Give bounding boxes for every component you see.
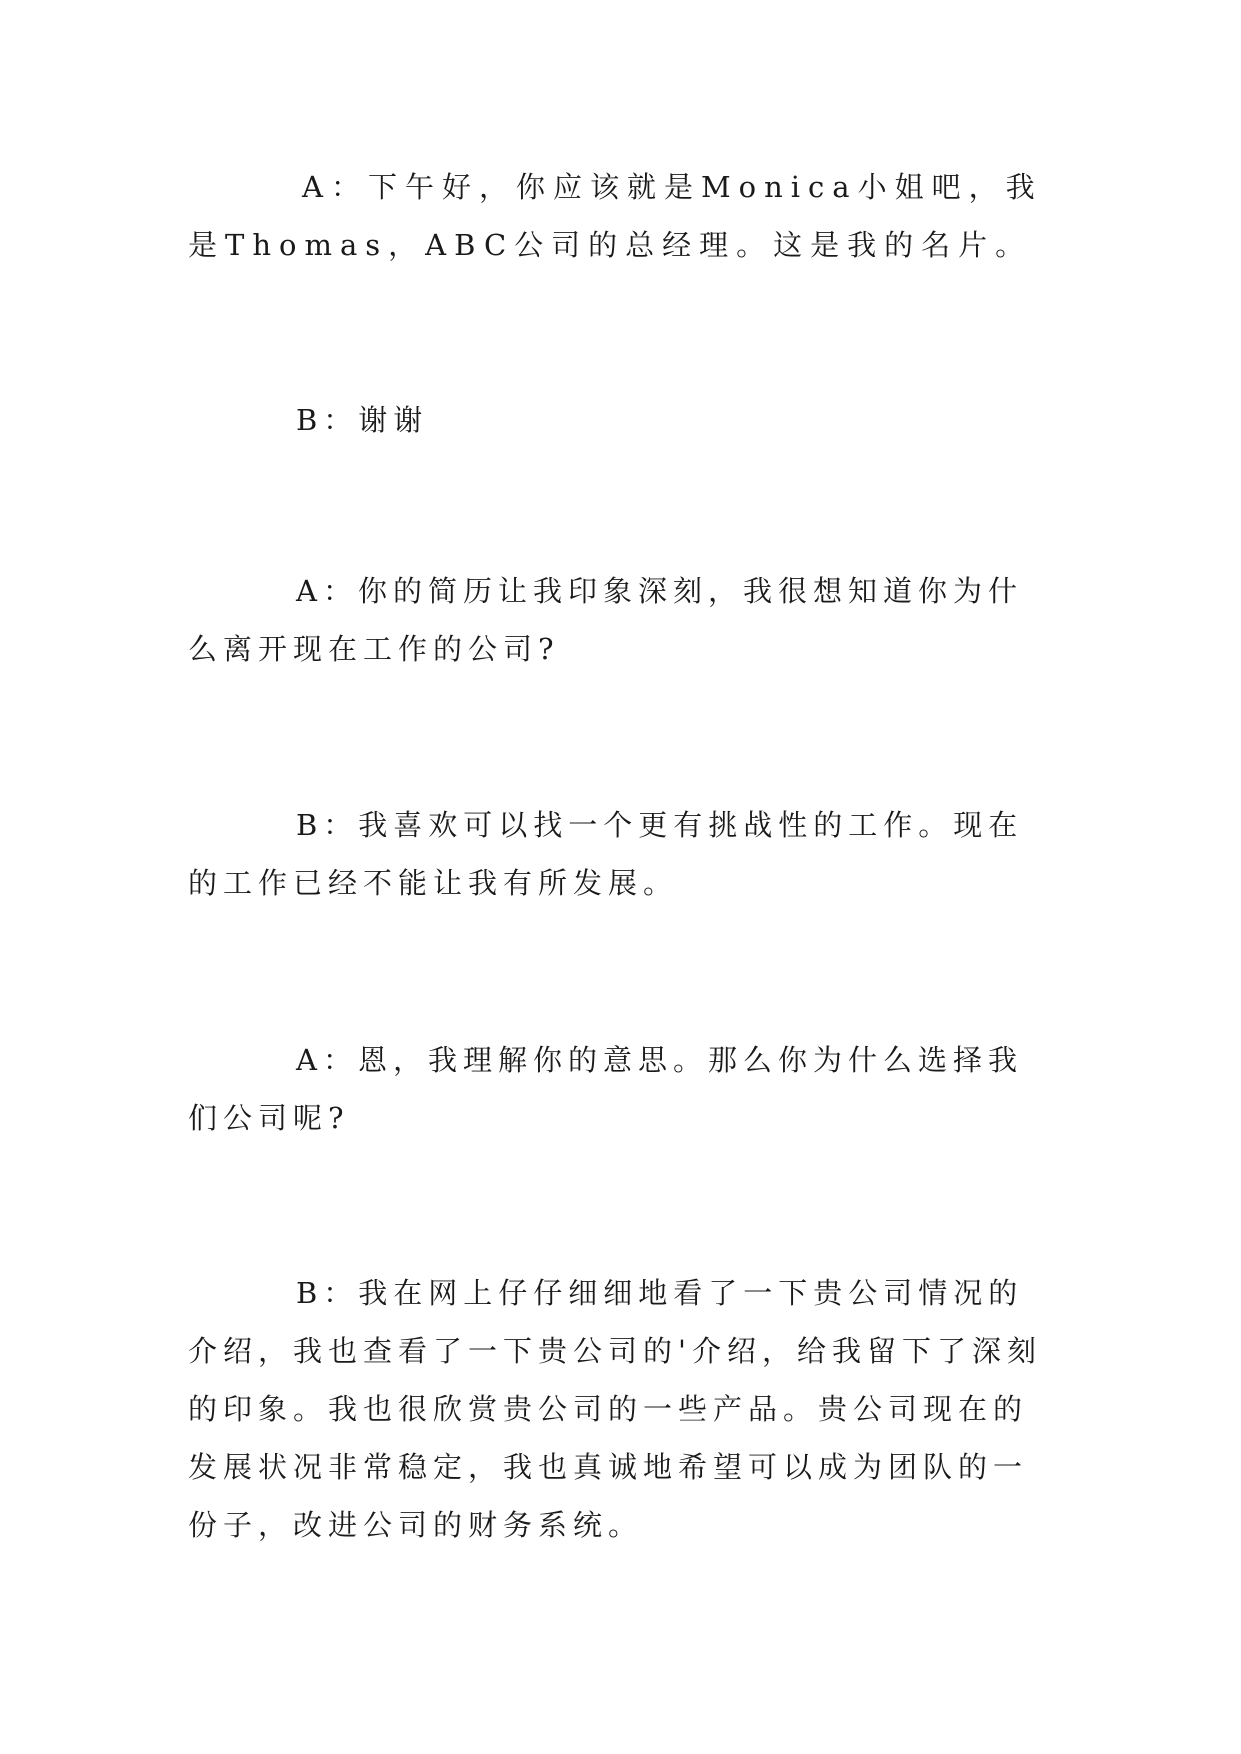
dialogue-paragraph-a-greeting: A：下午好，你应该就是Monica小姐吧，我是Thomas，ABC公司的总经理。这是我的名片。	[188, 170, 1043, 262]
dialogue-paragraph-b-thanks: B：谢谢	[296, 403, 429, 437]
dialogue-paragraph-a-resume: A：你的简历让我印象深刻，我很想知道你为什么离开现在工作的公司?	[188, 574, 1023, 666]
dialogue-paragraph-b-challenge: B：我喜欢可以找一个更有挑战性的工作。现在的工作已经不能让我有所发展。	[188, 808, 1024, 900]
dialogue-paragraph-a-why-company: A：恩，我理解你的意思。那么你为什么选择我们公司呢?	[188, 1043, 1023, 1135]
dialogue-paragraph-b-research: B：我在网上仔仔细细地看了一下贵公司情况的介绍，我也查看了一下贵公司的'介绍，给我留下了深刻的印象。我也很欣赏贵公司的一些产品。贵公司现在的发展状况非常稳定，我也真诚地希望可以成为团队的一份子，改进公司的财务系统。	[188, 1276, 1042, 1542]
